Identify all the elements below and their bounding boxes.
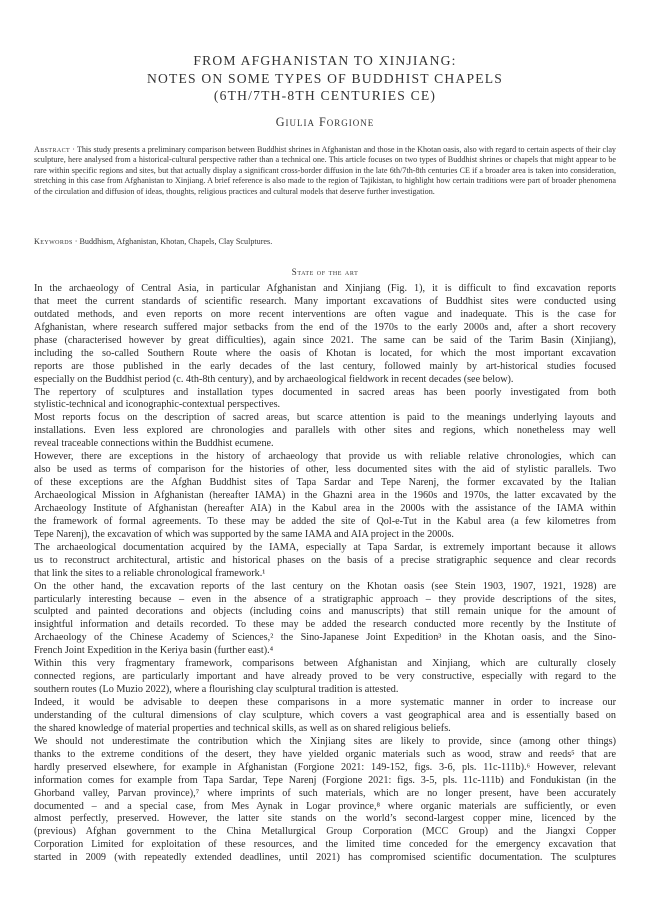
- body-line: information comes for example from Tapa Sardar, Tepe Narenj (Forgione 2021: figs. 3-5, pls. 11c-111b) and Fondukistan (in the: [34, 774, 616, 786]
- body-line: the framework of formal agreements. To these may be added the site of Qol-e-Tut in the Kabul area (a few kilometres from: [34, 515, 616, 527]
- body-line: The repertory of sculptures and installation types documented in sacred areas has been poorly investigated from both: [34, 386, 616, 398]
- body-line: On the other hand, the excavation reports of the last century on the Khotan oasis (see Stein 1903, 1907, 1921, 1928) are: [34, 580, 616, 592]
- keywords: [34, 237, 616, 247]
- body-line: Archaeological Mission in Afghanistan (hereafter IAMA) in the Ghazni area in the 1960s and 1970s, the latter excavated by the: [34, 490, 616, 501]
- abstract: [34, 145, 616, 197]
- body-line: the shared knowledge of material properties and technical skills, as well as on shared religious beliefs.: [34, 722, 451, 734]
- body-line: that meet the current standards of scientific research. Many important excavations of Buddhist sites were conducted using: [34, 295, 616, 307]
- body-line: documented – and a special case, from Mes Aynak in Logar province,⁸ where organic materials are sufficiently, or even: [34, 800, 616, 812]
- body-line: particularly interesting because – even in the absence of a stratigraphic approach – they provide descriptions of the sites,: [34, 593, 616, 605]
- body-line: (previous) Afghan government to the China Metallurgical Group Corporation (MCC Group) and the Jiangxi Copper: [34, 826, 616, 838]
- section-heading: State of the art: [291, 267, 359, 277]
- body-line: insightful information and details recorded. To these may be added the research conducted more recently by the Institute of: [34, 619, 616, 631]
- body-text: [34, 283, 616, 865]
- body-line: Ghorband valley, Parvan province),⁷ where imprints of such materials, which are no longer present, have been accurately: [34, 787, 616, 799]
- body-line: that link the sites to a reliable chronological framework.¹: [34, 567, 266, 579]
- body-line: Within this very fragmentary framework, comparisons between Afghanistan and Xinjiang, which are culturally closely: [34, 658, 616, 670]
- body-line: Archaeology Institute of Afghanistan (hereafter AIA) in the Kabul area in the 2000s with the assistance of the IAMA within: [34, 502, 616, 514]
- title-line-2: NOTES ON SOME TYPES OF BUDDHIST CHAPELS: [147, 70, 503, 86]
- body-line: Indeed, it would be advisable to deepen these comparisons in a more systematic manner in order to increase our: [34, 697, 616, 708]
- body-line: We should not underestimate the contribution which the Xinjiang sites are likely to provide, since (among other things): [34, 735, 616, 747]
- body-line: sculpted and painted decorations and objects (including coins and manuscripts) that still remain unique for the amount of: [34, 606, 616, 618]
- body-line: outdated methods, and even reports on more recent interventions are often vague and inadequate. This is the case for: [34, 308, 616, 320]
- author-name: Giulia Forgione: [275, 115, 375, 129]
- body-line: connected regions, are particularly important and have already proved to be very constructive, especially with regard to the: [34, 671, 616, 683]
- body-line: installations. Even less explored are chronologies and parallels with other sites and regions, which nonetheless may well: [34, 425, 616, 437]
- keywords-text: · Buddhism, Afghanistan, Khotan, Chapels, Clay Sculptures.: [72, 237, 273, 246]
- body-line: understanding of the cultural dimensions of clay sculpture, which covers a vast geographical area and is essentially based on: [34, 709, 616, 721]
- body-line: phase (characterised however by great difficulties), again since 2021. The same can be said of the Tarim Basin (Xinjiang),: [34, 334, 616, 346]
- body-line: The archaeological documentation acquired by the IAMA, especially at Tapa Sardar, is extremely important because it allows: [34, 541, 616, 553]
- body-line: hardly preserved elsewhere, for example in Afghanistan (Forgione 2021: 149-152, figs. 3-6, pls. 11c-111b).⁶ However, relevant: [34, 761, 616, 773]
- body-line: us to reconstruct architectural, artistic and historical phases on the basis of a precise stratigraphic sequence and clear records: [34, 554, 616, 566]
- body-line: Most reports focus on the description of sacred areas, but scarce attention is paid to the meanings underlying layouts and: [34, 412, 616, 424]
- body-line: In the archaeology of Central Asia, in particular Afghanistan and Xinjiang (Fig. 1), it is difficult to find excavation reports: [34, 283, 616, 294]
- body-line: French Joint Expedition in the Keriya basin (further east).⁴: [34, 645, 274, 657]
- body-line: especially on the Buddhist period (c. 4th-8th century), and by archaeological fieldwork in recent decades (see below).: [34, 373, 514, 385]
- title-line-3: (6TH/7TH-8TH CENTURIES CE): [213, 88, 437, 103]
- body-line: However, there are exceptions in the history of archaeology that provide us with reliable relative chronologies, which can: [34, 451, 616, 463]
- body-line: of these exceptions are the Afghan Buddhist sites of Tapa Sardar and Tepe Narenj, the former excavated by the Italian: [34, 477, 616, 489]
- body-line: stylistic-technical and iconographic-contextual perspectives.: [34, 399, 281, 411]
- body-line: almost perfectly, preserved. However, the latter site stands on the world’s second-largest copper mine, licenced by the: [34, 813, 616, 825]
- body-line: reveal traceable connections within the Buddhist ecumene.: [34, 438, 274, 450]
- body-line: Tepe Narenj), the excavation of which was supported by the same IAMA and AIA project in the 2000s.: [34, 528, 454, 540]
- abstract-label: Abstract: [34, 145, 71, 154]
- body-line: Afghanistan, where research suffered major setbacks from the end of the 1970s to the early 2000s and, after a short recovery: [34, 321, 616, 333]
- abstract-text: · This study presents a preliminary comparison between Buddhist shrines in Afghanistan and those in the Khotan oasis, also with regard to certain aspects of their clay sculpture, here analysed from a historical-cultural perspective rather than a technical one. This article focuses on two types of Buddhist shrines or chapels that might appear to be rare within specific regions and sites, but that actually display a significant cross-border diffusion in the late 6th/7th-8th centuries CE if a broader area is taken into consideration, stretching in this case from Afghanistan to Xinjiang. A brief reference is also made to the region of Tajikistan, to highlight how certain traditions were part of broader phenomena of the circulation and diffusion of ideas, thoughts, religious practices and cultural models that deserve further investigation.: [34, 145, 616, 196]
- body-line: thanks to the extreme conditions of the desert, they have yielded organic materials such as wood, straw and reeds⁵ that are: [34, 748, 616, 760]
- body-line: Corporation Limited for exploitation of these resources, and the limited time conceded for the emergency excavation that: [34, 839, 616, 851]
- body-line: also be used as terms of comparison for the histories of other, less documented sites with the aid of stylistic parallels. Two: [34, 464, 616, 476]
- title-line-1: FROM AFGHANISTAN TO XINJIANG:: [193, 53, 457, 68]
- keywords-label: Keywords: [34, 237, 73, 246]
- body-line: reports are those published in the early decades of the last century, followed mainly by art-historical studies focused: [34, 360, 616, 372]
- article-title: [40, 52, 610, 105]
- body-line: Archaeology of the Chinese Academy of Sciences,² the Sino-Japanese Joint Expedition³ in the Khotan oasis, and the Sino-: [34, 632, 616, 644]
- body-line: started in 2009 (with repeatedly extended deadlines, until 2021) has compromised scientific documentation. The sculptures: [34, 852, 616, 864]
- body-line: southern routes (Lo Muzio 2022), where a flourishing clay sculptural tradition is attested.: [34, 684, 399, 696]
- body-line: including the so-called Southern Route where the oasis of Khotan is located, for which the most important excavation: [34, 347, 616, 359]
